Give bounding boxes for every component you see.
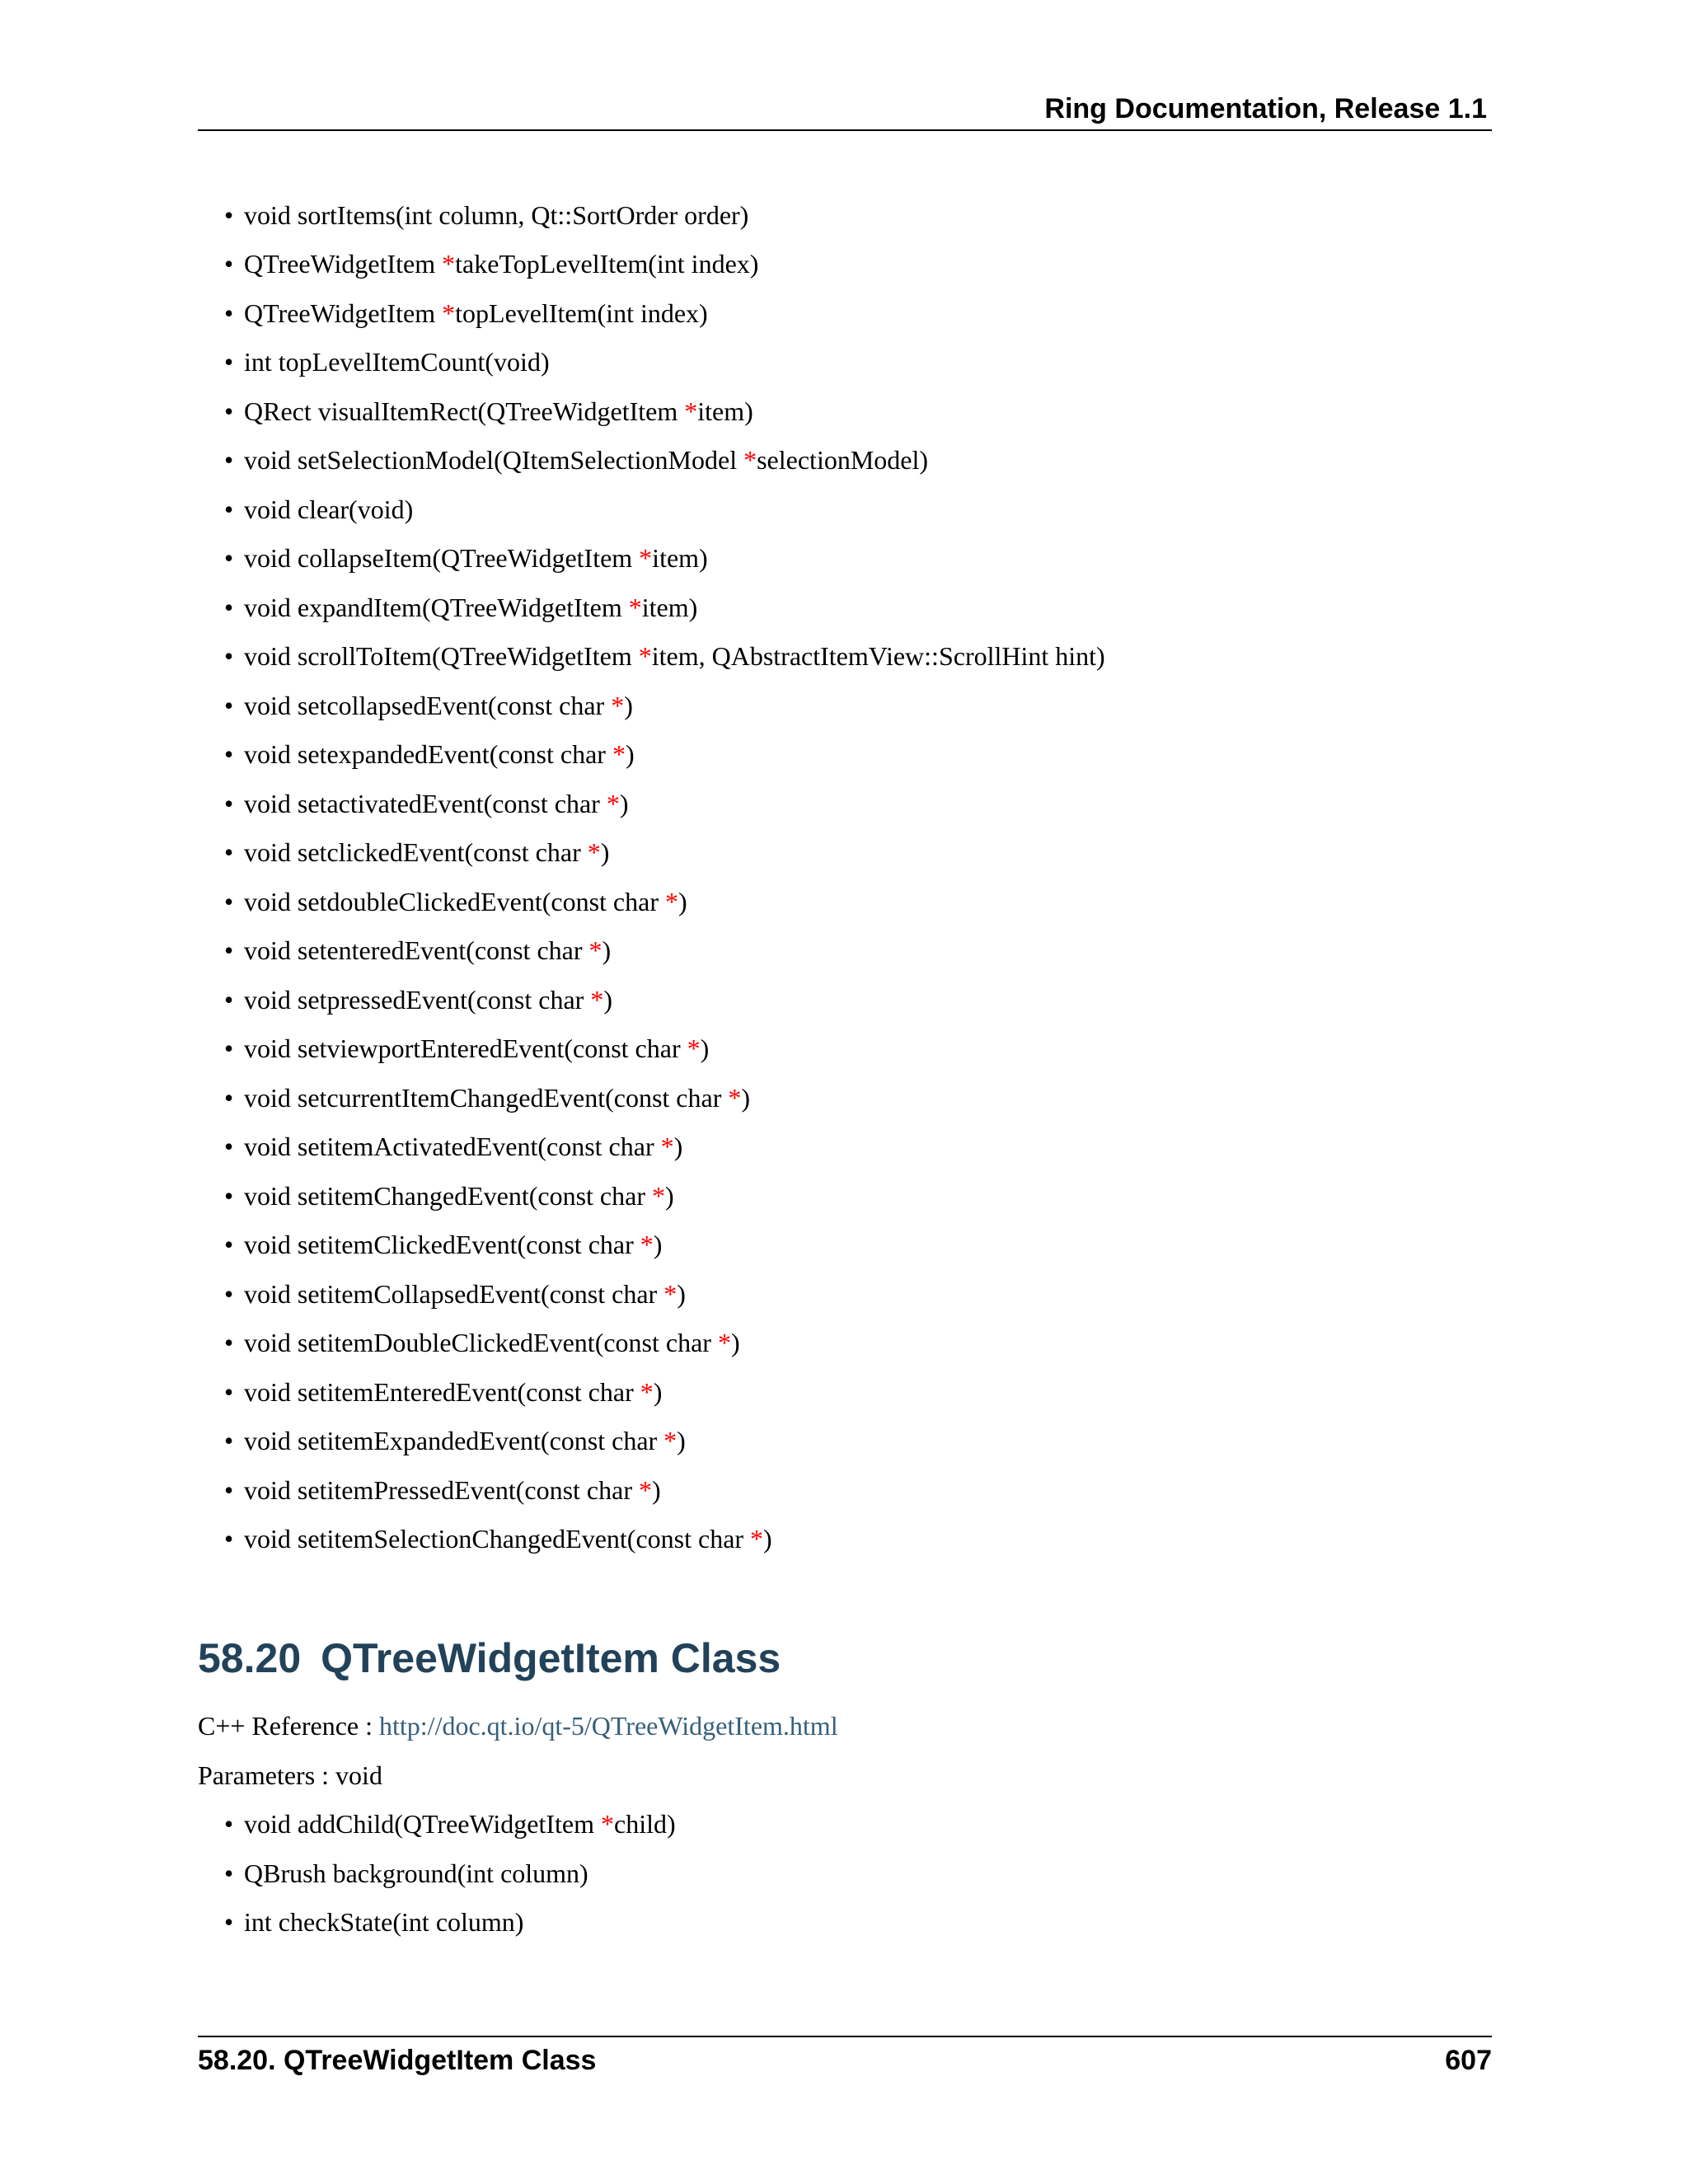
pointer-star: * bbox=[664, 887, 678, 916]
method-text: void setitemActivatedEvent(const char bbox=[244, 1132, 661, 1161]
bullet-icon: • bbox=[224, 396, 234, 426]
bullet-icon: • bbox=[224, 445, 234, 475]
method-text-rest: ) bbox=[678, 887, 687, 916]
pointer-star: * bbox=[717, 1328, 731, 1357]
pointer-star: * bbox=[606, 789, 620, 818]
method-item bbox=[224, 199, 749, 232]
bullet-icon: • bbox=[224, 347, 234, 377]
bullet-icon: • bbox=[224, 593, 234, 622]
bullet-icon: • bbox=[224, 837, 234, 867]
method-text: void setitemExpandedEvent(const char bbox=[244, 1426, 664, 1455]
method-item bbox=[224, 443, 929, 476]
method-text: void setitemClickedEvent(const char bbox=[244, 1230, 640, 1259]
method-item bbox=[224, 541, 708, 574]
section-number: 58.20 bbox=[198, 1635, 302, 1681]
method-item bbox=[224, 1857, 588, 1890]
reference-link[interactable]: http://doc.qt.io/qt-5/QTreeWidgetItem.html bbox=[379, 1711, 838, 1741]
method-text: void setcollapsedEvent(const char bbox=[244, 691, 612, 720]
method-item bbox=[224, 787, 629, 820]
method-text: void setitemDoubleClickedEvent(const char bbox=[244, 1328, 718, 1357]
method-text: int topLevelItemCount(void) bbox=[244, 347, 550, 377]
method-item bbox=[224, 885, 687, 918]
reference-line bbox=[198, 1709, 838, 1742]
method-text-rest: ) bbox=[700, 1033, 710, 1063]
pointer-star: * bbox=[663, 1426, 678, 1455]
method-text-rest: takeTopLevelItem(int index) bbox=[455, 249, 759, 279]
method-text-rest: ) bbox=[653, 1230, 663, 1259]
bullet-icon: • bbox=[224, 1230, 234, 1259]
method-item bbox=[224, 1228, 663, 1261]
method-text-rest: ) bbox=[600, 837, 610, 867]
method-text-rest: ) bbox=[653, 1377, 663, 1407]
method-text-rest: item) bbox=[641, 593, 698, 622]
method-text: void setdoubleClickedEvent(const char bbox=[244, 887, 665, 916]
pointer-star: * bbox=[588, 935, 603, 965]
method-text: QTreeWidgetItem bbox=[244, 298, 443, 328]
method-text-rest: item, QAbstractItemView::ScrollHint hint) bbox=[651, 641, 1105, 671]
pointer-star: * bbox=[628, 593, 642, 622]
method-item bbox=[224, 395, 753, 428]
method-text: void expandItem(QTreeWidgetItem bbox=[244, 593, 629, 622]
method-text: void setitemPressedEvent(const char bbox=[244, 1475, 639, 1505]
method-text: void scrollToItem(QTreeWidgetItem bbox=[244, 641, 639, 671]
method-text: int checkState(int column) bbox=[244, 1907, 524, 1937]
method-item bbox=[224, 1326, 740, 1359]
bullet-icon: • bbox=[224, 1809, 234, 1839]
method-text-rest: ) bbox=[625, 739, 635, 769]
method-item bbox=[224, 1081, 750, 1114]
method-text: void setcurrentItemChangedEvent(const char bbox=[244, 1083, 729, 1113]
pointer-star: * bbox=[442, 298, 456, 328]
method-text-rest: ) bbox=[624, 691, 633, 720]
method-item bbox=[224, 493, 414, 526]
method-item bbox=[224, 983, 612, 1016]
bullet-icon: • bbox=[224, 1907, 234, 1937]
pointer-star: * bbox=[601, 1809, 615, 1839]
method-item bbox=[224, 1179, 674, 1212]
pointer-star: * bbox=[612, 739, 626, 769]
pointer-star: * bbox=[651, 1181, 665, 1211]
method-text: QRect visualItemRect(QTreeWidgetItem bbox=[244, 396, 685, 426]
bullet-icon: • bbox=[224, 1475, 234, 1505]
method-item bbox=[224, 1130, 683, 1163]
bullet-icon: • bbox=[224, 1426, 234, 1455]
pointer-star: * bbox=[587, 837, 601, 867]
method-text: void setviewportEnteredEvent(const char bbox=[244, 1033, 687, 1063]
method-text: void collapseItem(QTreeWidgetItem bbox=[244, 543, 640, 573]
bullet-icon: • bbox=[224, 1181, 234, 1211]
pointer-star: * bbox=[684, 396, 698, 426]
parameters-line: Parameters : void bbox=[198, 1760, 382, 1790]
method-text: void clear(void) bbox=[244, 494, 414, 524]
method-item bbox=[224, 1905, 524, 1938]
method-text-rest: ) bbox=[602, 935, 612, 965]
method-text-rest: ) bbox=[730, 1328, 740, 1357]
method-item bbox=[224, 1474, 661, 1507]
method-text: void setpressedEvent(const char bbox=[244, 985, 591, 1015]
method-text-rest: topLevelItem(int index) bbox=[455, 298, 708, 328]
running-header-title: Ring Documentation, Release 1.1 bbox=[1044, 93, 1487, 124]
method-item bbox=[224, 689, 633, 722]
method-text-rest: ) bbox=[664, 1181, 674, 1211]
reference-label: C++ Reference : bbox=[198, 1711, 379, 1741]
method-text-rest: selectionModel) bbox=[757, 445, 929, 475]
bullet-icon: • bbox=[224, 543, 234, 573]
method-text-rest: child) bbox=[614, 1809, 676, 1839]
header-divider bbox=[198, 129, 1492, 131]
method-text: QTreeWidgetItem bbox=[244, 249, 443, 279]
bullet-icon: • bbox=[224, 887, 234, 916]
section-title-text: QTreeWidgetItem Class bbox=[321, 1635, 781, 1681]
method-item bbox=[224, 836, 610, 869]
pointer-star: * bbox=[750, 1524, 764, 1554]
bullet-icon: • bbox=[224, 985, 234, 1015]
method-text: void setitemCollapsedEvent(const char bbox=[244, 1279, 664, 1309]
method-item bbox=[224, 1424, 686, 1457]
method-text-rest: ) bbox=[651, 1475, 661, 1505]
method-item bbox=[224, 297, 708, 330]
method-item bbox=[224, 345, 550, 378]
pointer-star: * bbox=[728, 1083, 742, 1113]
footer-section-title: 58.20. QTreeWidgetItem Class bbox=[198, 2045, 597, 2076]
method-item bbox=[224, 1032, 710, 1065]
bullet-icon: • bbox=[224, 249, 234, 279]
bullet-icon: • bbox=[224, 739, 234, 769]
method-item bbox=[224, 738, 635, 771]
bullet-icon: • bbox=[224, 1083, 234, 1113]
section-heading bbox=[198, 1633, 781, 1683]
method-text: void setSelectionModel(QItemSelectionModel bbox=[244, 445, 744, 475]
bullet-icon: • bbox=[224, 298, 234, 328]
bullet-icon: • bbox=[224, 641, 234, 671]
method-text-rest: ) bbox=[741, 1083, 750, 1113]
bullet-icon: • bbox=[224, 1377, 234, 1407]
method-text: void setitemChangedEvent(const char bbox=[244, 1181, 652, 1211]
method-text: void setexpandedEvent(const char bbox=[244, 739, 612, 769]
method-text-rest: ) bbox=[677, 1279, 686, 1309]
method-text-rest: ) bbox=[619, 789, 629, 818]
pointer-star: * bbox=[638, 1475, 652, 1505]
bullet-icon: • bbox=[224, 494, 234, 524]
method-text-rest: ) bbox=[603, 985, 612, 1015]
method-item bbox=[224, 1807, 676, 1840]
bullet-icon: • bbox=[224, 1524, 234, 1554]
method-item bbox=[224, 1277, 686, 1310]
method-text-rest: ) bbox=[673, 1132, 683, 1161]
method-text-rest: ) bbox=[763, 1524, 772, 1554]
pointer-star: * bbox=[611, 691, 625, 720]
pointer-star: * bbox=[663, 1279, 678, 1309]
pointer-star: * bbox=[743, 445, 757, 475]
bullet-icon: • bbox=[224, 1858, 234, 1888]
pointer-star: * bbox=[590, 985, 604, 1015]
method-text: void addChild(QTreeWidgetItem bbox=[244, 1809, 602, 1839]
bullet-icon: • bbox=[224, 789, 234, 818]
method-item bbox=[224, 591, 698, 624]
method-item bbox=[224, 934, 612, 967]
method-text-rest: item) bbox=[697, 396, 753, 426]
bullet-icon: • bbox=[224, 691, 234, 720]
pointer-star: * bbox=[638, 641, 652, 671]
pointer-star: * bbox=[640, 1377, 654, 1407]
bullet-icon: • bbox=[224, 1328, 234, 1357]
method-item bbox=[224, 640, 1105, 673]
method-text: void setclickedEvent(const char bbox=[244, 837, 588, 867]
method-text: void setenteredEvent(const char bbox=[244, 935, 589, 965]
footer-divider bbox=[198, 2036, 1492, 2037]
pointer-star: * bbox=[660, 1132, 674, 1161]
page-number: 607 bbox=[1445, 2045, 1492, 2076]
method-item bbox=[224, 247, 759, 280]
method-text: void sortItems(int column, Qt::SortOrder order) bbox=[244, 200, 749, 230]
pointer-star: * bbox=[687, 1033, 701, 1063]
method-text: void setitemEnteredEvent(const char bbox=[244, 1377, 640, 1407]
method-text-rest: ) bbox=[677, 1426, 686, 1455]
pointer-star: * bbox=[442, 249, 456, 279]
pointer-star: * bbox=[640, 1230, 654, 1259]
pointer-star: * bbox=[639, 543, 653, 573]
method-text: void setitemSelectionChangedEvent(const char bbox=[244, 1524, 751, 1554]
bullet-icon: • bbox=[224, 1033, 234, 1063]
method-text-rest: item) bbox=[652, 543, 708, 573]
method-text: void setactivatedEvent(const char bbox=[244, 789, 607, 818]
method-text: QBrush background(int column) bbox=[244, 1858, 588, 1888]
bullet-icon: • bbox=[224, 935, 234, 965]
method-item bbox=[224, 1522, 772, 1555]
bullet-icon: • bbox=[224, 1279, 234, 1309]
bullet-icon: • bbox=[224, 200, 234, 230]
method-item bbox=[224, 1376, 663, 1408]
bullet-icon: • bbox=[224, 1132, 234, 1161]
